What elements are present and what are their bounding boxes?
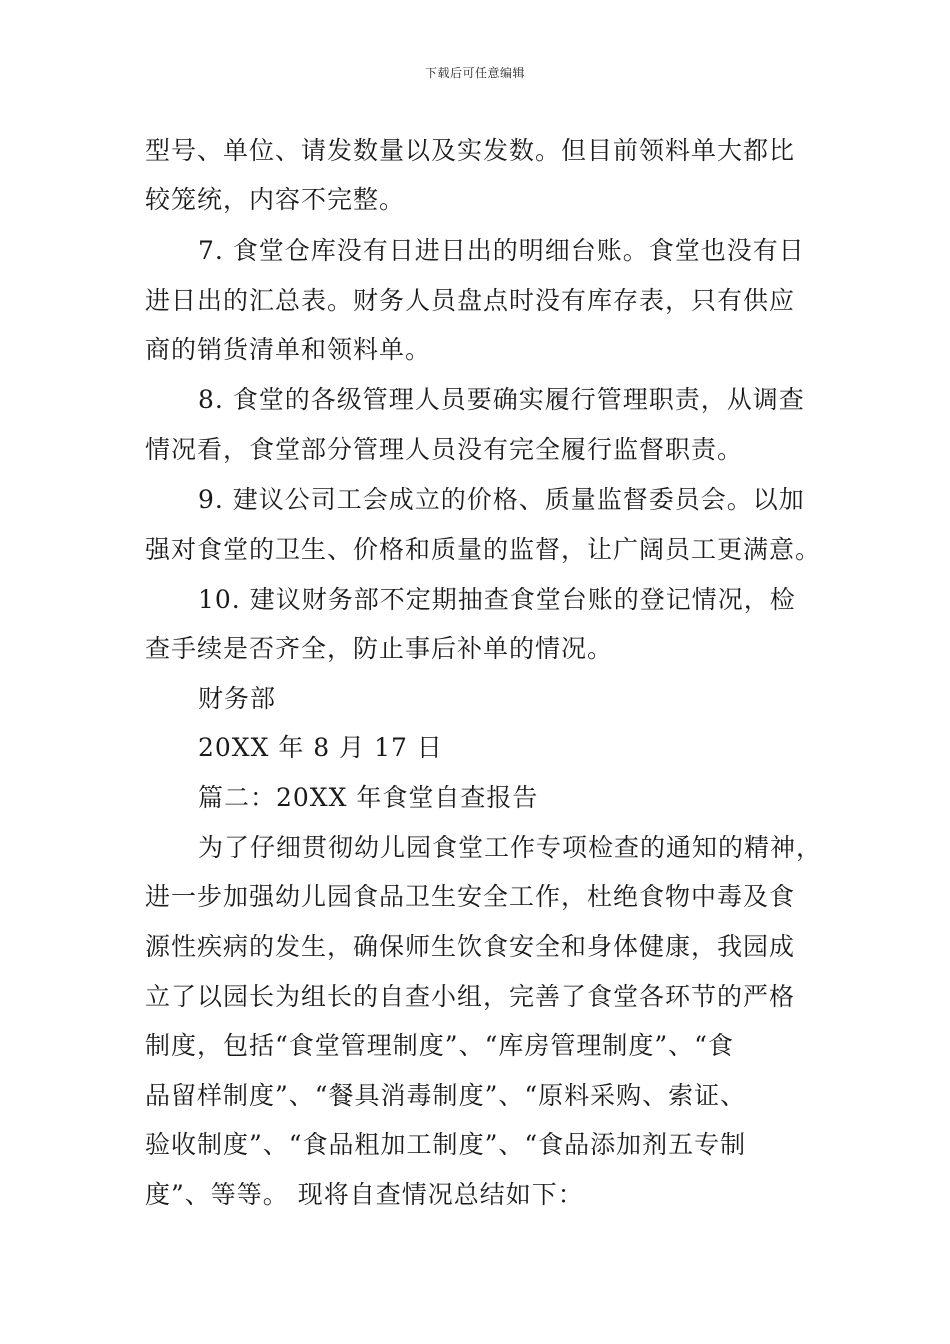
- text-line: 商的销货清单和领料单。: [145, 335, 432, 364]
- text-line: 立了以园长为组长的自查小组，完善了食堂各环节的严格: [145, 982, 796, 1011]
- text-line: 进一步加强幼儿园食品卫生安全工作，杜绝食物中毒及食: [145, 882, 796, 911]
- text-line: 品留样制度”、“餐具消毒制度”、“原料采购、索证、: [145, 1081, 747, 1110]
- section-title: 篇二：20XX 年食堂自查报告: [198, 783, 539, 812]
- text-line: 度”、等等。 现将自查情况总结如下：: [145, 1180, 584, 1209]
- text-line: 7. 食堂仓库没有日进日出的明细台账。食堂也没有日: [198, 236, 805, 265]
- text-line: 情况看，食堂部分管理人员没有完全履行监督职责。: [145, 435, 744, 464]
- text-line: 源性疾病的发生，确保师生饮食安全和身体健康，我园成: [145, 932, 796, 961]
- text-line: 型号、单位、请发数量以及实发数。但目前领料单大都比: [145, 136, 796, 165]
- page-header: 下载后可任意编辑: [424, 66, 525, 80]
- text-line: 查手续是否齐全，防止事后补单的情况。: [145, 634, 614, 663]
- signature-date: 20XX 年 8 月 17 日: [198, 733, 443, 762]
- signature-department: 财务部: [198, 684, 277, 713]
- text-line: 较笼统，内容不完整。: [145, 185, 406, 214]
- text-line: 9. 建议公司工会成立的价格、质量监督委员会。以加: [198, 485, 805, 514]
- text-line: 8. 食堂的各级管理人员要确实履行管理职责，从调查: [198, 385, 805, 414]
- text-line: 为了仔细贯彻幼儿园食堂工作专项检查的通知的精神，: [198, 833, 823, 862]
- text-line: 进日出的汇总表。财务人员盘点时没有库存表，只有供应: [145, 286, 796, 315]
- text-line: 强对食堂的卫生、价格和质量的监督，让广阔员工更满意。: [145, 535, 822, 564]
- text-line: 验收制度”、“食品粗加工制度”、“食品添加剂五专制: [145, 1130, 747, 1159]
- text-line: 10. 建议财务部不定期抽查食堂台账的登记情况，检: [198, 585, 796, 614]
- text-line: 制度，包括“食堂管理制度”、“库房管理制度”、“食: [145, 1031, 734, 1060]
